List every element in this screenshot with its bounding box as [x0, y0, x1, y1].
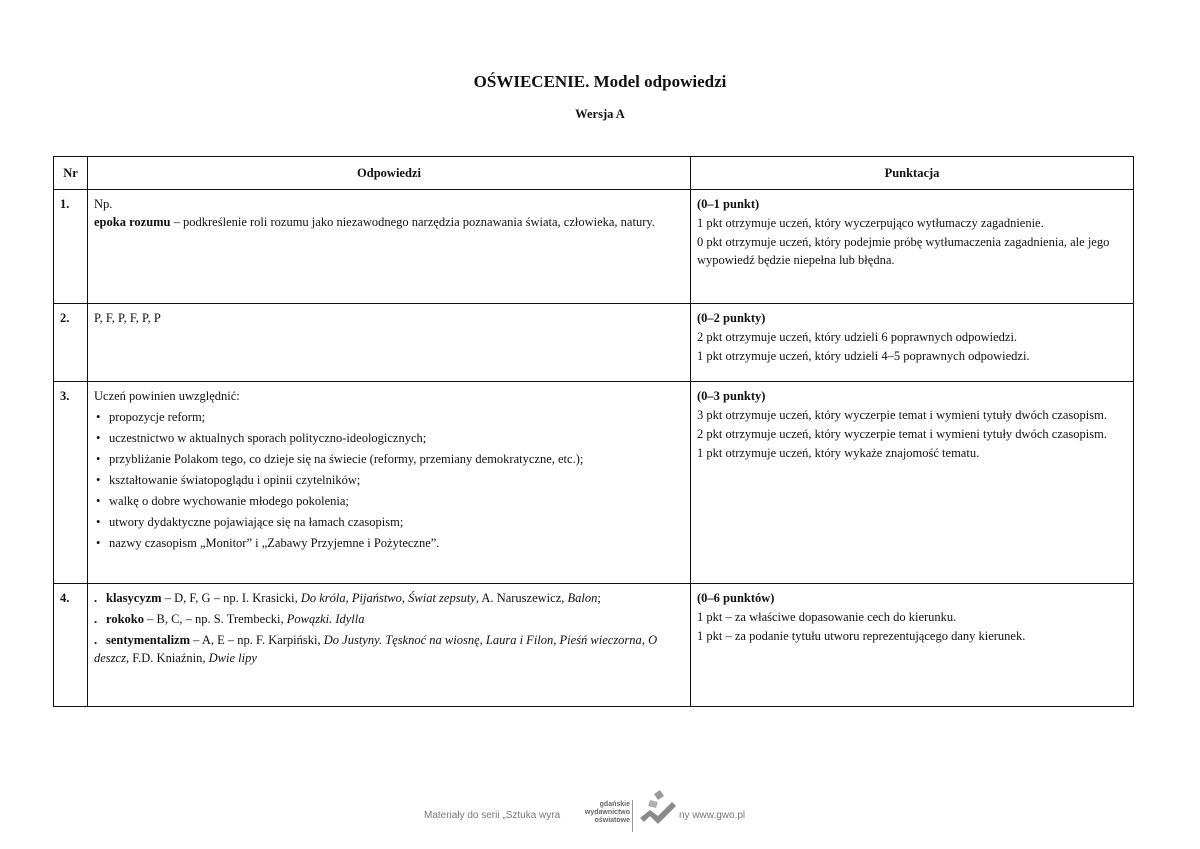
work-title: Powązki. Idylla	[286, 612, 365, 626]
period-text: – A, E – np. F. Karpiński,	[190, 633, 324, 647]
period-term: sentymentalizm	[106, 633, 191, 647]
table-header-row	[54, 157, 1134, 190]
answer-text	[94, 213, 684, 231]
list-item: • propozycje reform;	[94, 408, 684, 426]
document-title: OŚWIECENIE. Model odpowiedzi	[473, 72, 727, 91]
column-header-odpowiedzi: Odpowiedzi	[88, 157, 691, 190]
period-sentymentalizm	[94, 631, 684, 667]
work-title: Do króla	[300, 591, 346, 605]
score-cell	[691, 190, 1134, 304]
score-range: (0–2 punkty)	[697, 311, 766, 325]
list-item: • utwory dydaktyczne pojawiające się na łamach czasopism;	[94, 513, 684, 531]
score-line: 1 pkt – za podanie tytułu utworu reprezentującego dany kierunek.	[697, 629, 1026, 643]
score-line: 3 pkt otrzymuje uczeń, który wyczerpie temat i wymieni tytuły dwóch czasopism.	[697, 408, 1107, 422]
bullet-icon: .	[94, 591, 98, 605]
publisher-logo-icon	[636, 788, 678, 828]
row-number: 2.	[54, 304, 88, 382]
row-number: 4.	[54, 584, 88, 707]
answer-cell	[88, 584, 691, 707]
separator-text: , F.D. Kniaźnin,	[125, 651, 209, 665]
list-item: • kształtowanie światopoglądu i opinii czytelników;	[94, 471, 684, 489]
column-header-punktacja: Punktacja	[691, 157, 1134, 190]
work-title: Pijaństwo	[351, 591, 402, 605]
work-title: Świat zepsuty	[408, 591, 476, 605]
bullet-icon: .	[94, 612, 98, 626]
work-title: Dwie lipy	[208, 651, 257, 665]
separator-text: ,	[345, 591, 352, 605]
score-line: 2 pkt otrzymuje uczeń, który wyczerpie temat i wymieni tytuły dwóch czasopism.	[697, 427, 1107, 441]
answer-cell	[88, 304, 691, 382]
separator-text: ,	[401, 591, 409, 605]
table-row	[54, 304, 1134, 382]
list-item: • uczestnictwo w aktualnych sporach polityczno-ideologicznych;	[94, 429, 684, 447]
column-header-nr: Nr	[54, 157, 88, 190]
table-row	[54, 382, 1134, 584]
score-line: 1 pkt otrzymuje uczeń, który wykaże znajomość tematu.	[697, 446, 980, 460]
score-line: 1 pkt – za właściwe dopasowanie cech do kierunku.	[697, 610, 957, 624]
work-title: Balon	[567, 591, 598, 605]
answer-key-table	[53, 156, 1134, 707]
period-term: klasycyzm	[106, 591, 162, 605]
period-text: – B, C, – np. S. Trembecki,	[143, 612, 287, 626]
score-line: 0 pkt otrzymuje uczeń, który podejmie próbę wytłumaczenia zagadnienia, ale jego wypowiedź będzie niepełna lub błędna.	[697, 235, 1110, 267]
row-number: 1.	[54, 190, 88, 304]
answer-cell	[88, 190, 691, 304]
logo-divider	[632, 800, 633, 832]
table-row	[54, 190, 1134, 304]
score-line: 2 pkt otrzymuje uczeń, który udzieli 6 poprawnych odpowiedzi.	[697, 330, 1018, 344]
score-range: (0–1 punkt)	[697, 197, 760, 211]
period-text: – D, F, G – np. I. Krasicki,	[161, 591, 301, 605]
work-title: Do Justyny. Tęsknoć na wiosnę	[323, 633, 480, 647]
publisher-logo-text	[584, 801, 630, 825]
document-subtitle: Wersja A	[575, 107, 625, 121]
separator-text: ,	[479, 633, 486, 647]
period-rokoko	[94, 610, 684, 628]
period-term: rokoko	[106, 612, 144, 626]
score-range: (0–3 punkty)	[697, 389, 766, 403]
work-title: Laura i Filon	[485, 633, 554, 647]
bullet-icon: .	[94, 633, 98, 647]
separator-text: ;	[597, 591, 601, 605]
answer-bullet-list	[94, 408, 684, 552]
score-cell	[691, 584, 1134, 707]
footer-series-text: Materiały do serii „Sztuka wyra	[424, 810, 561, 821]
list-item: • nazwy czasopism „Monitor” i „Zabawy Przyjemne i Pożyteczne”.	[94, 534, 684, 552]
logo-line: gdańskie	[599, 801, 630, 808]
answer-term: epoka rozumu	[94, 215, 171, 229]
answer-intro: Np.	[94, 197, 113, 211]
score-line: 1 pkt otrzymuje uczeń, który udzieli 4–5 poprawnych odpowiedzi.	[697, 349, 1030, 363]
score-range: (0–6 punktów)	[697, 591, 775, 605]
logo-line: oświatowe	[594, 817, 630, 824]
score-cell	[691, 382, 1134, 584]
work-title: Pieśń wieczorna	[559, 633, 642, 647]
answer-intro: Uczeń powinien uwzględnić:	[94, 389, 240, 403]
answer-text: P, F, P, F, P, P	[94, 311, 161, 325]
work-title: O deszcz	[94, 633, 658, 665]
answer-cell	[88, 382, 691, 584]
logo-line: wydawnictwo	[584, 809, 630, 816]
page-footer	[0, 798, 1200, 838]
answer-description: – podkreślenie roli rozumu jako niezawodnego narzędzia poznawania świata, człowieka, natury.	[170, 215, 655, 229]
score-line: 1 pkt otrzymuje uczeń, który wyczerpująco wytłumaczy zagadnienie.	[697, 216, 1044, 230]
separator-text: , A. Naruszewicz,	[475, 591, 568, 605]
list-item: • walkę o dobre wychowanie młodego pokolenia;	[94, 492, 684, 510]
list-item: • przybliżanie Polakom tego, co dzieje się na świecie (reformy, przemiany demokratyczne, etc.);	[94, 450, 684, 468]
separator-text: ,	[553, 633, 560, 647]
footer-website-text: ny www.gwo.pl	[679, 810, 746, 821]
separator-text: ,	[641, 633, 649, 647]
table-row	[54, 584, 1134, 707]
period-klasycyzm	[94, 589, 684, 607]
row-number: 3.	[54, 382, 88, 584]
score-cell	[691, 304, 1134, 382]
